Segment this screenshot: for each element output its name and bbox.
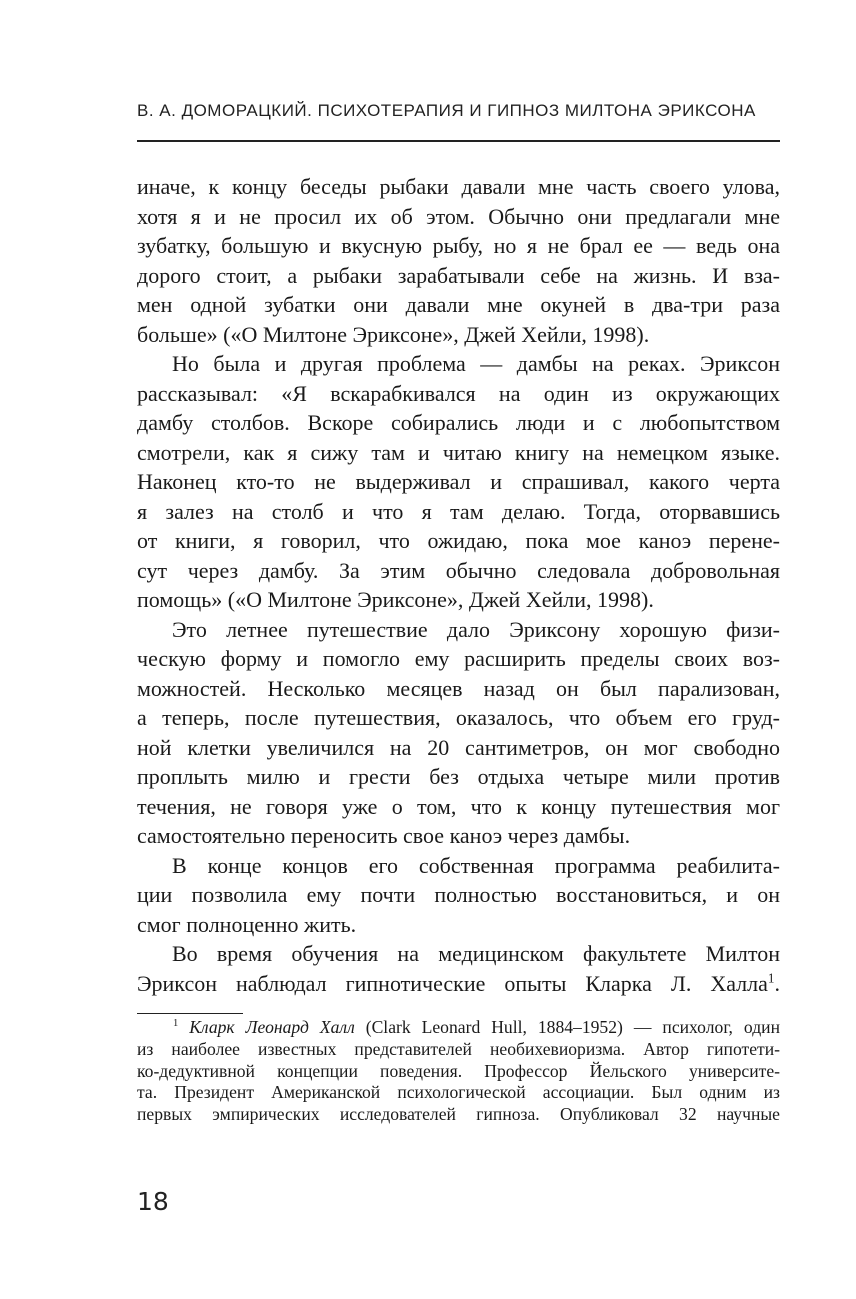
text-line: Эриксон наблюдал гипнотические опыты Кларка Л. Халла$^1$. bbox=[137, 970, 780, 996]
text-line-content: В конце концов его собственная программа реабилита- bbox=[172, 852, 780, 878]
text-line bbox=[137, 703, 780, 733]
footnote-marker: 1 bbox=[173, 1018, 179, 1030]
text-line bbox=[137, 939, 780, 969]
text-line-content: я залез на столб и что я там делаю. Тогда, оторвавшись bbox=[137, 498, 780, 524]
text-line-content: ческую форму и помогло ему расширить пределы своих воз- bbox=[137, 646, 780, 671]
text-line bbox=[137, 290, 780, 320]
text-line bbox=[137, 615, 780, 645]
text-line-content: смог полноценно жить. bbox=[137, 911, 357, 937]
text-line-content: течения, не говоря уже о том, что к концу путешествия мог bbox=[137, 793, 780, 819]
text-line bbox=[137, 762, 780, 792]
text-line-content: а теперь, после путешествия, оказалось, что объем его груд- bbox=[137, 705, 780, 730]
page-number: 18 bbox=[137, 1187, 169, 1216]
text-line bbox=[137, 674, 780, 704]
text-line bbox=[137, 467, 780, 497]
text-line-content: Во время обучения на медицинском факультете Милтон bbox=[172, 941, 780, 966]
text-line bbox=[137, 320, 780, 350]
text-line bbox=[137, 408, 780, 438]
text-line-content: помощь» («О Милтоне Эриксоне», Джей Хейли, 1998). bbox=[137, 587, 654, 612]
footnote-line bbox=[137, 1017, 780, 1039]
footnote-line: та. Президент Американской психологической ассоциации. Был одним из bbox=[137, 1082, 780, 1103]
text-line-content: хотя я и не просил их об этом. Обычно они предлагали мне bbox=[137, 203, 780, 229]
body-text bbox=[137, 172, 780, 998]
text-line-content: рассказывал: «Я вскарабкивался на один из окружающих bbox=[137, 380, 780, 406]
text-line-content: от книги, я говорил, что ожидаю, пока мое каноэ перене- bbox=[137, 528, 780, 553]
text-line-content: самостоятельно переносить свое каноэ через дамбы. bbox=[137, 823, 631, 848]
text-line bbox=[137, 497, 780, 527]
text-line-content: можностей. Несколько месяцев назад он был парализован, bbox=[137, 675, 780, 701]
text-line-content: ной клетки увеличился на 20 сантиметров, он мог свободно bbox=[137, 734, 780, 760]
text-line-content: больше» («О Милтоне Эриксоне», Джей Хейли, 1998). bbox=[137, 321, 650, 347]
text-line-content: дорого стоит, а рыбаки зарабатывали себе на жизнь. И вза- bbox=[137, 262, 780, 288]
footnote-line: из наиболее известных представителей необихевиоризма. Автор гипотети- bbox=[137, 1038, 780, 1059]
text-line bbox=[137, 526, 780, 556]
header-rule bbox=[137, 140, 780, 142]
text-line-content: проплыть милю и грести без отдыха четыре мили против bbox=[137, 764, 780, 789]
text-line-content: иначе, к концу беседы рыбаки давали мне часть своего улова, bbox=[137, 174, 780, 199]
footnote bbox=[137, 1017, 780, 1126]
text-line-content: ции позволила ему почти полностью восстановиться, и он bbox=[137, 882, 780, 907]
text-line bbox=[137, 261, 780, 291]
text-line-content: дамбу столбов. Вскоре собирались люди и с любопытством bbox=[137, 410, 780, 435]
text-line bbox=[137, 379, 780, 409]
text-line-content: мен одной зубатки они давали мне окуней в два-три раза bbox=[137, 292, 780, 317]
footnote-line: ко-дедуктивной концепции поведения. Профессор Йельского университе- bbox=[137, 1060, 780, 1081]
text-line bbox=[137, 349, 780, 379]
text-line bbox=[137, 880, 780, 910]
text-line bbox=[137, 644, 780, 674]
text-line bbox=[137, 733, 780, 763]
text-line bbox=[137, 851, 780, 881]
text-line bbox=[137, 821, 780, 851]
text-line bbox=[137, 556, 780, 586]
text-line bbox=[137, 231, 780, 261]
footnote-name: Кларк Леонард Халл bbox=[189, 1017, 355, 1037]
text-line bbox=[137, 172, 780, 202]
running-header: В. А. ДОМОРАЦКИЙ. ПСИХОТЕРАПИЯ И ГИПНОЗ МИЛТОНА ЭРИКСОНА bbox=[137, 101, 756, 120]
footnote-reference[interactable]: 1 bbox=[767, 970, 775, 986]
text-line-content: сут через дамбу. За этим обычно следовала добровольная bbox=[137, 557, 780, 583]
footnote-line: первых эмпирических исследователей гипноза. Опубликовал 32 научные bbox=[137, 1104, 780, 1125]
text-line-content: Наконец кто-то не выдерживал и спрашивал, какого черта bbox=[137, 469, 780, 494]
text-line-content: Это летнее путешествие дало Эриксону хорошую физи- bbox=[172, 616, 780, 642]
text-line-content: смотрели, как я сижу там и читаю книгу на немецком языке. bbox=[137, 439, 780, 465]
text-line bbox=[137, 585, 780, 615]
footnote-rule bbox=[137, 1013, 243, 1014]
text-line bbox=[137, 202, 780, 232]
text-line bbox=[137, 438, 780, 468]
text-line-content: Эриксон наблюдал гипнотические опыты Кларка Л. Халла bbox=[137, 970, 768, 996]
footnote-first-line-rest: (Clark Leonard Hull, 1884–1952) — психолог, один bbox=[354, 1017, 780, 1037]
text-line-content: зубатку, большую и вкусную рыбу, но я не брал ее — ведь она bbox=[137, 233, 780, 258]
text-line bbox=[137, 792, 780, 822]
text-line-content: Но была и другая проблема — дамбы на реках. Эриксон bbox=[172, 351, 780, 376]
text-line bbox=[137, 910, 780, 940]
